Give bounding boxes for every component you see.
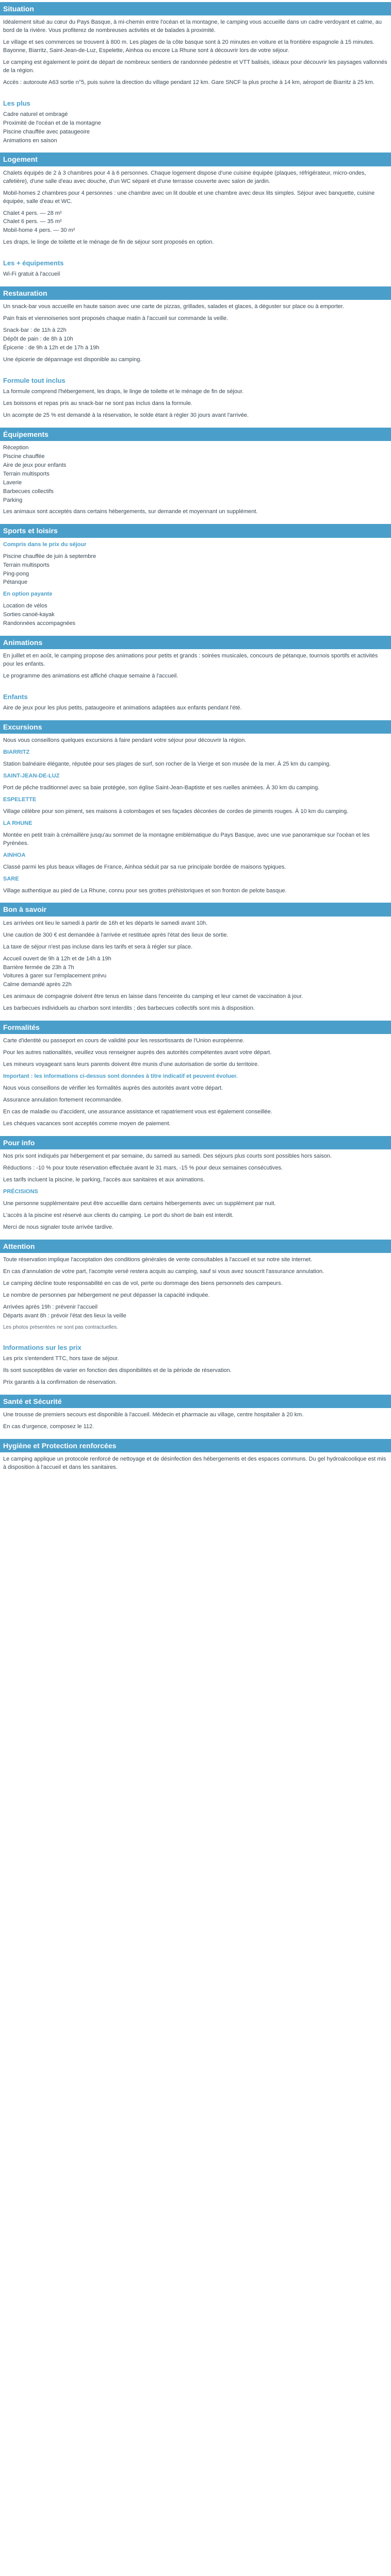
important-note: Important : les informations ci-dessus sont données à titre indicatif et peuvent évoluer. bbox=[3, 1073, 238, 1080]
section-formula bbox=[0, 376, 391, 428]
subsection-title: Les plus bbox=[3, 99, 30, 107]
paragraph: Wi-Fi gratuit à l'accueil bbox=[3, 271, 60, 278]
sports-included-list bbox=[3, 553, 388, 587]
section-title: Pour info bbox=[0, 1136, 391, 1149]
section-rooms bbox=[0, 152, 391, 255]
section-good-to-know bbox=[0, 903, 391, 1021]
list-item: Parking bbox=[3, 497, 23, 503]
paragraph: Les chèques vacances sont acceptés comme moyen de paiement. bbox=[3, 1121, 171, 1127]
paragraph: Les mineurs voyageant sans leurs parents doivent être munis d'une autorisation de sortie du territoire. bbox=[3, 1061, 259, 1068]
list-item: Épicerie : de 9h à 12h et de 17h à 19h bbox=[3, 345, 100, 351]
paragraph: Nos prix sont indiqués par hébergement et par semaine, du samedi au samedi. Des séjours plus courts sont possibles hors saison. bbox=[3, 1153, 332, 1160]
section-situation bbox=[0, 2, 391, 95]
section-equipment-plus bbox=[0, 259, 391, 286]
section-title: Bon à savoir bbox=[0, 903, 391, 916]
section-title: Situation bbox=[0, 2, 391, 15]
paragraph: Pain frais et viennoiseries sont proposés chaque matin à l'accueil sur commande la veille. bbox=[3, 315, 229, 322]
paragraph: En cas d'annulation de votre part, l'acompte versé restera acquis au camping, sauf si vous avez souscrit l'assurance annulation. bbox=[3, 1268, 324, 1275]
excursion-text: Port de pêche traditionnel avec sa baie protégée, son église Saint-Jean-Baptiste et ses ruelles animées. À 30 km du camping. bbox=[3, 785, 320, 791]
rules-list bbox=[3, 955, 388, 990]
paragraph: Assurance annulation fortement recommandée. bbox=[3, 1097, 123, 1104]
dining-hours-list bbox=[3, 327, 388, 352]
paragraph: Une caution de 300 € est demandée à l'arrivée et restituée après l'état des lieux de sortie. bbox=[3, 931, 229, 938]
section-title: Animations bbox=[0, 636, 391, 649]
paragraph: Le camping est également le point de départ de nombreux sentiers de randonnée pédestre et VTT balisés, idéaux pour découvrir les paysages vallonnés de la région. bbox=[3, 59, 387, 74]
excursion-heading: SARE bbox=[3, 875, 19, 882]
excursion-text: Montée en petit train à crémaillère jusqu'au sommet de la montagne emblématique du Pays Basque, avec une vue panoramique sur l'océan et les Pyrénées. bbox=[3, 832, 370, 846]
subsection-title: Enfants bbox=[3, 693, 28, 701]
excursion-heading: AINHOA bbox=[3, 852, 26, 858]
info-heading: PRÉCISIONS bbox=[3, 1189, 38, 1195]
section-title: Formalités bbox=[0, 1021, 391, 1034]
section-title: Logement bbox=[0, 152, 391, 166]
paragraph: L'accès à la piscine est réservé aux clients du camping. Le port du short de bain est interdit. bbox=[3, 1212, 234, 1218]
excursion-heading: SAINT-JEAN-DE-LUZ bbox=[3, 773, 60, 779]
rooms-list bbox=[3, 210, 388, 235]
paragraph: En juillet et en août, le camping propose des animations pour petits et grands : soirées musicales, concours de pétanque, tournois sportifs et activités pour les enfants. bbox=[3, 653, 378, 668]
list-item: Mobil-home 4 pers. — 30 m² bbox=[3, 227, 75, 234]
section-excursions bbox=[0, 720, 391, 903]
paragraph: Prix garantis à la confirmation de réservation. bbox=[3, 1379, 117, 1385]
subsection-title: Les + équipements bbox=[3, 259, 64, 267]
section-dining bbox=[0, 286, 391, 372]
list-item: Départs avant 8h : prévoir l'état des lieux la veille bbox=[3, 1312, 126, 1319]
list-item: Pétanque bbox=[3, 579, 28, 586]
list-item: Réception bbox=[3, 444, 29, 451]
section-health bbox=[0, 1395, 391, 1439]
group-heading: Compris dans le prix du séjour bbox=[3, 541, 87, 548]
paragraph: En cas de maladie ou d'accident, une assurance assistance et rapatriement vous est également conseillée. bbox=[3, 1109, 272, 1115]
paragraph: Les draps, le linge de toilette et le ménage de fin de séjour sont proposés en option. bbox=[3, 239, 214, 246]
paragraph: Nous vous conseillons quelques excursions à faire pendant votre séjour pour découvrir la région. bbox=[3, 737, 247, 744]
list-item: Barrière fermée de 23h à 7h bbox=[3, 964, 74, 971]
paragraph: Un snack-bar vous accueille en haute saison avec une carte de pizzas, grillades, salades et glaces, à déguster sur place ou à emporter. bbox=[3, 303, 344, 310]
paragraph: Une trousse de premiers secours est disponible à l'accueil. Médecin et pharmacie au village, centre hospitalier à 20 km. bbox=[3, 1412, 304, 1418]
paragraph: Les prix s'entendent TTC, hors taxe de séjour. bbox=[3, 1355, 119, 1362]
attention-list bbox=[3, 1303, 388, 1320]
paragraph: Le nombre de personnes par hébergement ne peut dépasser la capacité indiquée. bbox=[3, 1292, 210, 1298]
paragraph: Réductions : -10 % pour toute réservation effectuée avant le 31 mars, -15 % pour deux semaines consécutives. bbox=[3, 1165, 283, 1172]
section-title: Santé et Sécurité bbox=[0, 1395, 391, 1408]
paragraph: Merci de nous signaler toute arrivée tardive. bbox=[3, 1224, 113, 1230]
paragraph: Les barbecues individuels au charbon sont interdits ; des barbecues collectifs sont mis à disposition. bbox=[3, 1005, 255, 1012]
section-title: Restauration bbox=[0, 286, 391, 300]
list-item: Randonnées accompagnées bbox=[3, 620, 76, 627]
paragraph: Aire de jeux pour les plus petits, pataugeoire et animations adaptées aux enfants pendant l'été. bbox=[3, 705, 242, 711]
paragraph: Chalets équipés de 2 à 3 chambres pour 4 à 6 personnes. Chaque logement dispose d'une cuisine équipée (plaques, réfrigérateur, micro-ondes, cafetière), d'une salle d'eau avec douche, d'un WC séparé et d'une terrasse couverte avec salon de jardin. bbox=[3, 170, 366, 184]
paragraph: Idéalement situé au cœur du Pays Basque, à mi-chemin entre l'océan et la montagne, le camping vous accueille dans un cadre verdoyant et calme, au bord de la rivière. Vous profiterez de nombreuses activités et de balades à proximité. bbox=[3, 19, 382, 34]
section-highlights bbox=[0, 99, 391, 153]
section-equipments bbox=[0, 428, 391, 524]
list-item: Piscine chauffée de juin à septembre bbox=[3, 553, 96, 560]
paragraph: Les arrivées ont lieu le samedi à partir de 16h et les départs le samedi avant 10h. bbox=[3, 920, 208, 926]
section-title: Excursions bbox=[0, 720, 391, 734]
list-item: Arrivées après 19h : prévenir l'accueil bbox=[3, 1303, 98, 1310]
paragraph: Une épicerie de dépannage est disponible au camping. bbox=[3, 357, 142, 363]
section-attention bbox=[0, 1240, 391, 1339]
section-title: Hygiène et Protection renforcées bbox=[0, 1439, 391, 1452]
paragraph: Mobil-homes 2 chambres pour 4 personnes : une chambre avec un lit double et une chambre avec deux lits simples. Séjour avec banquette, cuisine équipée, salle d'eau et WC. bbox=[3, 190, 375, 205]
paragraph: Ils sont susceptibles de varier en fonction des disponibilités et de la période de réservation. bbox=[3, 1367, 232, 1374]
list-item: Terrain multisports bbox=[3, 562, 50, 568]
paragraph: Le camping applique un protocole renforcé de nettoyage et de désinfection des hébergements et des espaces communs. Du gel hydroalcoolique est mis à disposition à l'accueil et dans les sanitaires. bbox=[3, 1456, 386, 1471]
list-item: Chalet 6 pers. — 35 m² bbox=[3, 218, 62, 225]
paragraph: Le programme des animations est affiché chaque semaine à l'accueil. bbox=[3, 673, 178, 680]
paragraph: Le camping décline toute responsabilité en cas de vol, perte ou dommage des biens personnels des campeurs. bbox=[3, 1280, 283, 1287]
section-formalities bbox=[0, 1021, 391, 1136]
paragraph: Accès : autoroute A63 sortie n°5, puis suivre la direction du village pendant 12 km. Gare SNCF la plus proche à 14 km, aéroport de Biarritz à 25 km. bbox=[3, 79, 374, 86]
disclaimer: Les photos présentées ne sont pas contractuelles. bbox=[3, 1324, 118, 1330]
list-item: Proximité de l'océan et de la montagne bbox=[3, 120, 101, 126]
excursion-text: Village célèbre pour son piment, ses maisons à colombages et ses façades décorées de cordes de piments rouges. À 10 km du camping. bbox=[3, 808, 349, 815]
list-item: Aire de jeux pour enfants bbox=[3, 462, 67, 468]
sports-optional-list bbox=[3, 602, 388, 628]
section-children bbox=[0, 692, 391, 720]
list-item: Chalet 4 pers. — 28 m² bbox=[3, 210, 62, 216]
list-item: Location de vélos bbox=[3, 603, 47, 609]
list-item: Piscine chauffée avec pataugeoire bbox=[3, 128, 90, 135]
list-item: Accueil ouvert de 9h à 12h et de 14h à 19h bbox=[3, 955, 111, 962]
excursion-heading: BIARRITZ bbox=[3, 749, 30, 756]
excursion-text: Station balnéaire élégante, réputée pour ses plages de surf, son rocher de la Vierge et son musée de la mer. À 25 km du camping. bbox=[3, 761, 331, 768]
paragraph: Le village et ses commerces se trouvent à 800 m. Les plages de la côte basque sont à 20 minutes en voiture et la frontière espagnole à 15 minutes. Bayonne, Biarritz, Saint-Jean-de-Luz, Espelette, Ainhoa ou encore La Rhune sont à découvrir lors de votre séjour. bbox=[3, 39, 374, 54]
excursion-text: Village authentique au pied de La Rhune, connu pour ses grottes préhistoriques et son fronton de pelote basque. bbox=[3, 887, 287, 894]
list-item: Cadre naturel et ombragé bbox=[3, 111, 68, 117]
subsection-title: Formule tout inclus bbox=[3, 376, 66, 384]
list-item: Calme demandé après 22h bbox=[3, 981, 72, 988]
paragraph: Nous vous conseillons de vérifier les formalités auprès des autorités avant votre départ. bbox=[3, 1085, 223, 1092]
excursion-text: Classé parmi les plus beaux villages de France, Ainhoa séduit par sa rue principale bordée de maisons typiques. bbox=[3, 863, 286, 870]
paragraph: Toute réservation implique l'acceptation des conditions générales de vente consultables à l'accueil et sur notre site internet. bbox=[3, 1257, 313, 1263]
paragraph: Pour les autres nationalités, veuillez vous renseigner auprès des autorités compétentes avant votre départ. bbox=[3, 1049, 272, 1056]
info-text: Une personne supplémentaire peut être accueillie dans certains hébergements avec un supplément par nuit. bbox=[3, 1200, 276, 1207]
list-item: Sorties canoë-kayak bbox=[3, 612, 55, 618]
subsection-title: Informations sur les prix bbox=[3, 1344, 82, 1352]
list-item: Piscine chauffée bbox=[3, 453, 45, 460]
excursion-heading: ESPELETTE bbox=[3, 796, 37, 803]
equipments-list bbox=[3, 444, 388, 505]
list-item: Terrain multisports bbox=[3, 470, 50, 477]
section-title: Attention bbox=[0, 1240, 391, 1253]
list-item: Ping-pong bbox=[3, 570, 29, 577]
list-item: Animations en saison bbox=[3, 137, 57, 144]
paragraph: Les animaux sont acceptés dans certains hébergements, sur demande et moyennant un supplément. bbox=[3, 509, 258, 515]
list-item: Barbecues collectifs bbox=[3, 488, 54, 495]
paragraph: La taxe de séjour n'est pas incluse dans les tarifs et sera à régler sur place. bbox=[3, 943, 193, 950]
highlights-list bbox=[3, 111, 388, 145]
list-item: Dépôt de pain : de 8h à 10h bbox=[3, 336, 73, 343]
section-title: Sports et loisirs bbox=[0, 524, 391, 537]
paragraph: Les tarifs incluent la piscine, le parking, l'accès aux sanitaires et aux animations. bbox=[3, 1177, 205, 1183]
paragraph: En cas d'urgence, composez le 112. bbox=[3, 1423, 94, 1430]
paragraph: Un acompte de 25 % est demandé à la réservation, le solde étant à régler 30 jours avant l'arrivée. bbox=[3, 412, 249, 418]
section-sports bbox=[0, 524, 391, 636]
list-item: Snack-bar : de 11h à 22h bbox=[3, 327, 67, 334]
list-item: Laverie bbox=[3, 479, 22, 486]
section-pricing bbox=[0, 1343, 391, 1395]
paragraph: La formule comprend l'hébergement, les draps, le linge de toilette et le ménage de fin de séjour. bbox=[3, 388, 244, 395]
section-hygiene bbox=[0, 1439, 391, 1480]
group-heading: En option payante bbox=[3, 591, 53, 598]
excursion-heading: LA RHUNE bbox=[3, 820, 32, 826]
section-title: Équipements bbox=[0, 428, 391, 441]
section-info bbox=[0, 1136, 391, 1240]
paragraph: Les animaux de compagnie doivent être tenus en laisse dans l'enceinte du camping et leur carnet de vaccination à jour. bbox=[3, 993, 303, 1000]
paragraph: Carte d'identité ou passeport en cours de validité pour les ressortissants de l'Union européenne. bbox=[3, 1038, 245, 1044]
section-activities bbox=[0, 636, 391, 688]
paragraph: Les boissons et repas pris au snack-bar ne sont pas inclus dans la formule. bbox=[3, 400, 192, 406]
list-item: Voitures à garer sur l'emplacement prévu bbox=[3, 973, 107, 979]
